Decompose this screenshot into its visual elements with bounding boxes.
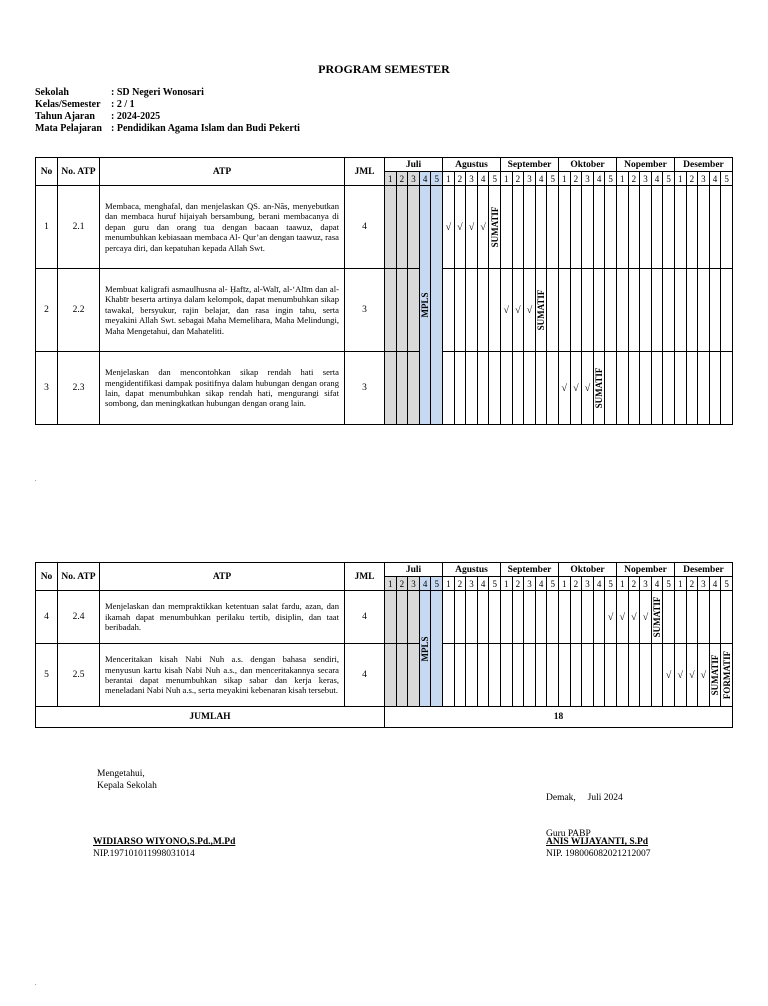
- week-cell: 5: [663, 577, 675, 591]
- week-cell: 3: [640, 172, 652, 186]
- row-atp-text: Membuat kaligrafi asmaulhusna al- Ḥafīz, al-Walī, al-‘Alīm dan al-Khabīr beserta artinya dalam kelompok, dapat menumbuhkan sikap tawakal, bersyukur, rajin belajar, dan rasa ingin tahu, serta meyakini Allah Swt. sebagai Maha Memelihara, Maha Melindungi, Maha Mengetahui, dan Mahateliti.: [100, 269, 345, 352]
- week-cell: 2: [512, 577, 524, 591]
- week-cell: 4: [593, 577, 605, 591]
- check-mark: √: [454, 186, 466, 269]
- sumatif-label: SUMATIF: [710, 654, 721, 696]
- week-cell: 3: [582, 577, 594, 591]
- week-cell: 2: [628, 577, 640, 591]
- check-mark: √: [477, 186, 489, 269]
- week-cell: 4: [709, 172, 721, 186]
- page-title: PROGRAM SEMESTER: [318, 62, 450, 76]
- week-cell: 1: [674, 577, 686, 591]
- week-cell: 5: [663, 172, 675, 186]
- week-cell: 1: [616, 577, 628, 591]
- week-cell: 5: [721, 577, 733, 591]
- week-cell: 2: [396, 577, 408, 591]
- month-nopember: Nopember: [616, 563, 674, 577]
- check-mark: √: [466, 186, 478, 269]
- check-mark: √: [512, 269, 524, 352]
- info-value: : SD Negeri Wonosari: [111, 87, 204, 98]
- row-jml: 4: [345, 591, 385, 644]
- header-no: No: [36, 563, 58, 591]
- check-mark: √: [628, 591, 640, 644]
- week-cell: 4: [651, 172, 663, 186]
- header-jml: JML: [345, 158, 385, 186]
- week-cell: 3: [408, 577, 420, 591]
- formatif-label: FORMATIF: [721, 650, 732, 700]
- check-mark: √: [524, 269, 536, 352]
- row-atp-text: Membaca, menghafal, dan menjelaskan QS. an-Nās, menyebutkan dan membaca huruf hijaiyah bersambung, berani membacanya di depan guru dan orang tua dengan bacaan taawuz, dapat menumbuhkan kebiasaan membaca Al- Qur’an dengan taawuz, rasa percaya diri, dan kepatuhan kepada Allah Swt.: [100, 186, 345, 269]
- week-cell: 1: [616, 172, 628, 186]
- info-block: [35, 87, 300, 135]
- week-cell: 1: [559, 577, 571, 591]
- sumatif-label: SUMATIF: [489, 206, 500, 248]
- week-cell: 1: [443, 172, 455, 186]
- row-atp-no: 2.2: [58, 269, 100, 352]
- check-mark: √: [686, 644, 698, 707]
- week-cell: 3: [524, 172, 536, 186]
- page-dot: .: [35, 477, 37, 483]
- check-mark: √: [582, 352, 594, 425]
- week-cell: 5: [605, 172, 617, 186]
- jumlah-label: JUMLAH: [36, 707, 385, 728]
- week-cell: 5: [721, 172, 733, 186]
- week-cell: 1: [385, 577, 397, 591]
- check-mark: √: [605, 591, 617, 644]
- week-cell: 2: [512, 172, 524, 186]
- week-cell: 5: [489, 577, 501, 591]
- week-cell: 2: [570, 577, 582, 591]
- week-cell: 1: [385, 172, 397, 186]
- week-cell: 4: [419, 172, 431, 186]
- week-cell: 4: [477, 577, 489, 591]
- check-mark: √: [698, 644, 710, 707]
- week-cell: 1: [443, 577, 455, 591]
- week-cell: 3: [698, 172, 710, 186]
- check-mark: √: [501, 269, 513, 352]
- month-juli: Juli: [385, 563, 443, 577]
- week-cell: 2: [686, 172, 698, 186]
- sumatif-label: SUMATIF: [536, 289, 547, 331]
- week-cell: 2: [454, 577, 466, 591]
- sumatif-cell: [535, 269, 547, 352]
- table-row: [36, 644, 733, 707]
- row-no: 1: [36, 186, 58, 269]
- mpls-label: MPLS: [420, 292, 431, 318]
- week-cell: 1: [559, 172, 571, 186]
- sign-left-line1: Mengetahui,: [97, 769, 145, 779]
- week-cell: 4: [593, 172, 605, 186]
- month-desember: Desember: [674, 563, 732, 577]
- week-cell: 5: [431, 577, 443, 591]
- table-row: [36, 186, 733, 269]
- row-atp-no: 2.5: [58, 644, 100, 707]
- week-cell: 5: [547, 577, 559, 591]
- row-no: 2: [36, 269, 58, 352]
- program-table-1: [35, 157, 733, 425]
- week-cell: 2: [454, 172, 466, 186]
- signature-right-name: [546, 836, 651, 860]
- info-label: Tahun Ajaran: [35, 111, 95, 122]
- sign-left-line2: Kepala Sekolah: [97, 781, 157, 791]
- row-no: 3: [36, 352, 58, 425]
- mpls-cell: [419, 591, 431, 707]
- week-cell: 2: [396, 172, 408, 186]
- check-mark: √: [674, 644, 686, 707]
- week-cell: 4: [535, 577, 547, 591]
- week-cell: 3: [698, 577, 710, 591]
- signature-left: [97, 768, 157, 792]
- row-jml: 3: [345, 269, 385, 352]
- week-cell: 4: [477, 172, 489, 186]
- row-atp-text: Menjelaskan dan mempraktikkan ketentuan salat fardu, azan, dan ikamah dapat menumbuhkan perilaku tertib, disiplin, dan taat beribadah.: [100, 591, 345, 644]
- month-agustus: Agustus: [443, 158, 501, 172]
- info-value: : Pendidikan Agama Islam dan Budi Pekerti: [111, 123, 300, 134]
- row-jml: 4: [345, 644, 385, 707]
- month-juli: Juli: [385, 158, 443, 172]
- week-cell: 4: [709, 577, 721, 591]
- month-oktober: Oktober: [559, 158, 617, 172]
- info-value: : 2024-2025: [111, 111, 161, 122]
- row-atp-no: 2.3: [58, 352, 100, 425]
- mpls-label: MPLS: [420, 635, 431, 662]
- total-row: [36, 707, 733, 728]
- table-row: [36, 352, 733, 425]
- info-label: Sekolah: [35, 87, 69, 98]
- principal-nip: NIP.197101011998031014: [93, 849, 195, 859]
- header-no-atp: No. ATP: [58, 563, 100, 591]
- row-jml: 3: [345, 352, 385, 425]
- week-cell: 4: [419, 577, 431, 591]
- week-cell: 3: [640, 577, 652, 591]
- row-jml: 4: [345, 186, 385, 269]
- sumatif-label: SUMATIF: [652, 596, 663, 638]
- week-cell: 1: [674, 172, 686, 186]
- mpls-cell: [419, 186, 431, 425]
- week-cell: 3: [466, 577, 478, 591]
- sumatif-cell: [489, 186, 501, 269]
- week-cell: 5: [547, 172, 559, 186]
- principal-name: WIDIARSO WIYONO,S.Pd.,M.Pd: [93, 837, 236, 847]
- month-desember: Desember: [674, 158, 732, 172]
- row-no: 4: [36, 591, 58, 644]
- row-atp-no: 2.4: [58, 591, 100, 644]
- table-row: [36, 591, 733, 644]
- sumatif-label: SUMATIF: [594, 367, 605, 409]
- month-nopember: Nopember: [616, 158, 674, 172]
- program-table-2: [35, 562, 733, 728]
- row-atp-text: Menjelaskan dan mencontohkan sikap rendah hati serta mengidentifikasi dampak positifnya dalam hubungan dengan orang lain, dapat menumbuhkan sikap rendah hati, mengurangi sifat sombong, dan meningkatkan hubungan dengan orang lain.: [100, 352, 345, 425]
- week-cell: 4: [535, 172, 547, 186]
- week-cell: 3: [408, 172, 420, 186]
- check-mark: √: [640, 591, 652, 644]
- jumlah-value: 18: [385, 707, 733, 728]
- check-mark: √: [559, 352, 571, 425]
- week-cell: 3: [582, 172, 594, 186]
- sumatif-cell: [651, 591, 663, 644]
- table-row: [36, 269, 733, 352]
- week-cell: 1: [501, 172, 513, 186]
- row-atp-text: Menceritakan kisah Nabi Nuh a.s. dengan bahasa sendiri, menyusun kartu kisah Nabi Nuh a.s., dan menceritakannya secara berantai dapat menumbuhkan sikap sabar dan kerja keras, meneladani Nabi Nuh a.s., serta meyakini kebenaran kisah tersebut.: [100, 644, 345, 707]
- week-cell: 5: [605, 577, 617, 591]
- header-atp: ATP: [100, 158, 345, 186]
- week-cell: 5: [431, 172, 443, 186]
- sign-right-line2: Guru PABP: [546, 829, 591, 839]
- week-cell: 4: [651, 577, 663, 591]
- teacher-nip: NIP. 198006082021212007: [546, 849, 651, 859]
- week-cell: 2: [628, 172, 640, 186]
- teacher-name: ANIS WIJAYANTI, S.Pd: [546, 837, 649, 847]
- month-oktober: Oktober: [559, 563, 617, 577]
- month-september: September: [501, 563, 559, 577]
- week-cell: 3: [466, 172, 478, 186]
- month-september: September: [501, 158, 559, 172]
- week-cell: 3: [524, 577, 536, 591]
- row-no: 5: [36, 644, 58, 707]
- row-atp-no: 2.1: [58, 186, 100, 269]
- week-cell: 2: [570, 172, 582, 186]
- month-agustus: Agustus: [443, 563, 501, 577]
- page-dot: .: [35, 981, 37, 987]
- header-no: No: [36, 158, 58, 186]
- check-mark: √: [663, 644, 675, 707]
- check-mark: √: [443, 186, 455, 269]
- week-cell: 2: [686, 577, 698, 591]
- check-mark: √: [616, 591, 628, 644]
- week-cell: 1: [501, 577, 513, 591]
- week-cell: 5: [489, 172, 501, 186]
- sumatif-cell: [593, 352, 605, 425]
- check-mark: √: [570, 352, 582, 425]
- formatif-cell: [721, 644, 733, 707]
- header-atp: ATP: [100, 563, 345, 591]
- sign-right-line1: Demak, Juli 2024: [546, 793, 623, 803]
- info-label: Kelas/Semester: [35, 99, 101, 110]
- info-value: : 2 / 1: [111, 99, 135, 110]
- header-jml: JML: [345, 563, 385, 591]
- sumatif-cell: [709, 644, 721, 707]
- info-label: Mata Pelajaran: [35, 123, 102, 134]
- header-no-atp: No. ATP: [58, 158, 100, 186]
- signature-left-name: [93, 836, 235, 860]
